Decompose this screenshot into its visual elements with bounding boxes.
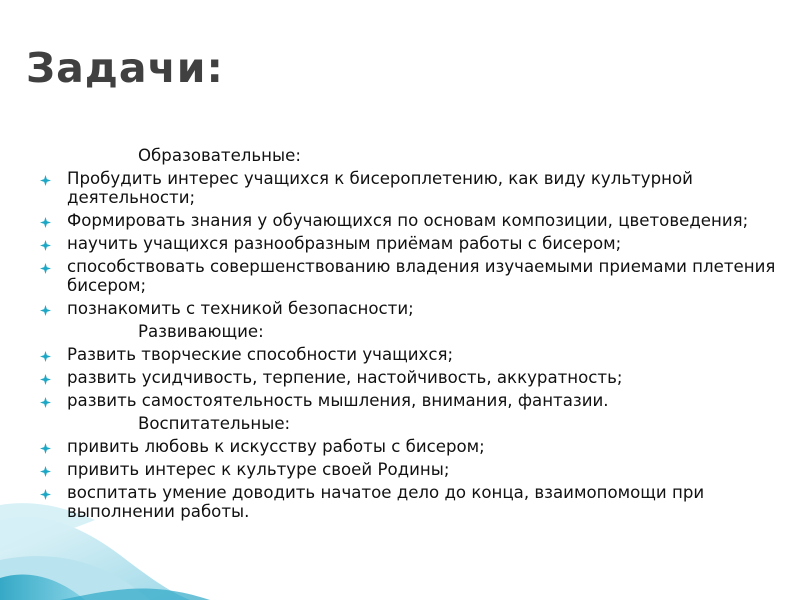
list-item xyxy=(40,299,780,318)
list-item-text: познакомить с техникой безопасности; xyxy=(67,299,414,318)
list-item-text: воспитать умение доводить начатое дело до конца, взаимопомощи при выполнении работы. xyxy=(67,483,705,521)
four-point-star-icon xyxy=(40,397,51,408)
list-item-text: научить учащихся разнообразным приёмам работы с бисером; xyxy=(67,234,622,253)
four-point-star-icon xyxy=(40,263,51,274)
list-item-text: способствовать совершенствованию владения изучаемыми приемами плетения бисером; xyxy=(67,257,776,295)
four-point-star-icon xyxy=(40,443,51,454)
list-item xyxy=(40,483,780,521)
section-heading xyxy=(40,414,780,433)
section-heading-text: Образовательные: xyxy=(138,146,301,165)
task-list xyxy=(40,146,780,525)
list-item xyxy=(40,257,780,295)
list-item-text: Развить творческие способности учащихся; xyxy=(67,345,454,364)
four-point-star-icon xyxy=(40,240,51,251)
list-item xyxy=(40,169,780,207)
four-point-star-icon xyxy=(40,217,51,228)
list-item-text: привить интерес к культуре своей Родины; xyxy=(67,460,450,479)
four-point-star-icon xyxy=(40,374,51,385)
section-heading-text: Развивающие: xyxy=(138,322,264,341)
slide-title: Задачи: xyxy=(26,44,224,92)
list-item xyxy=(40,211,780,230)
four-point-star-icon xyxy=(40,305,51,316)
section-heading xyxy=(40,146,780,165)
four-point-star-icon xyxy=(40,466,51,477)
four-point-star-icon xyxy=(40,175,51,186)
list-item-text: развить самостоятельность мышления, внимания, фантазии. xyxy=(67,391,609,410)
list-item xyxy=(40,437,780,456)
list-item xyxy=(40,345,780,364)
list-item-text: Формировать знания у обучающихся по основам композиции, цветоведения; xyxy=(67,211,749,230)
list-item xyxy=(40,391,780,410)
list-item-text: привить любовь к искусству работы с бисером; xyxy=(67,437,485,456)
list-item xyxy=(40,368,780,387)
list-item-text: развить усидчивость, терпение, настойчивость, аккуратность; xyxy=(67,368,623,387)
list-item xyxy=(40,460,780,479)
four-point-star-icon xyxy=(40,351,51,362)
section-heading xyxy=(40,322,780,341)
list-item-text: Пробудить интерес учащихся к бисероплетению, как виду культурной деятельности; xyxy=(67,169,693,207)
four-point-star-icon xyxy=(40,489,51,500)
section-heading-text: Воспитательные: xyxy=(138,414,291,433)
list-item xyxy=(40,234,780,253)
